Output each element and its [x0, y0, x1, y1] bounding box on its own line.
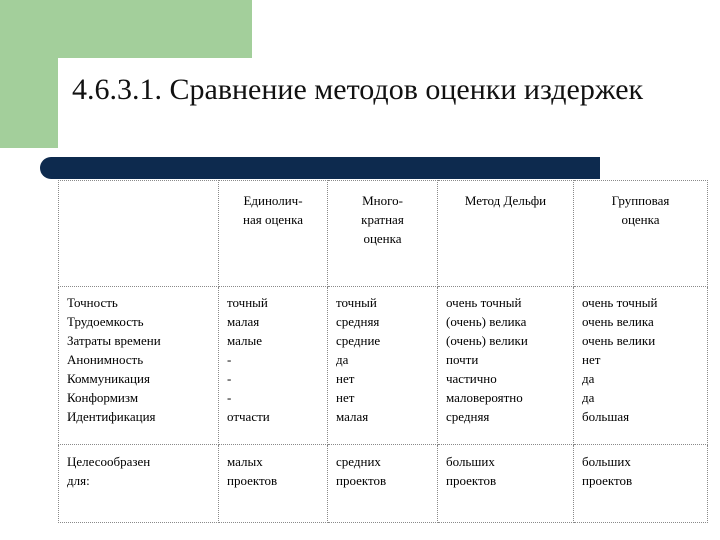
title-underline-bar — [40, 157, 600, 179]
table-header-row — [59, 181, 708, 287]
comparison-table — [58, 180, 708, 523]
table-cell: точный малая малые - - - отчасти — [219, 287, 328, 445]
table-cell: малых проектов — [219, 445, 328, 523]
header-multiple-estimate: Много- кратная оценка — [328, 181, 438, 287]
table-cell: средних проектов — [328, 445, 438, 523]
header-single-estimate: Единолич- ная оценка — [219, 181, 328, 287]
table-row — [59, 445, 708, 523]
table-row — [59, 287, 708, 445]
table-cell: больших проектов — [438, 445, 574, 523]
table-cell: точный средняя средние да нет нет малая — [328, 287, 438, 445]
row-criteria-labels: Точность Трудоемкость Затраты времени Анонимность Коммуникация Конформизм Идентификация — [59, 287, 219, 445]
header-empty-cell — [59, 181, 219, 287]
table-cell: очень точный очень велика очень велики нет да да большая — [574, 287, 708, 445]
row-suitability-label: Целесообразен для: — [59, 445, 219, 523]
slide-title: 4.6.3.1. Сравнение методов оценки издержек — [72, 73, 644, 106]
header-group-estimate: Групповая оценка — [574, 181, 708, 287]
table-cell: очень точный (очень) велика (очень) велики почти частично маловероятно средняя — [438, 287, 574, 445]
table-cell: больших проектов — [574, 445, 708, 523]
header-delphi-method: Метод Дельфи — [438, 181, 574, 287]
